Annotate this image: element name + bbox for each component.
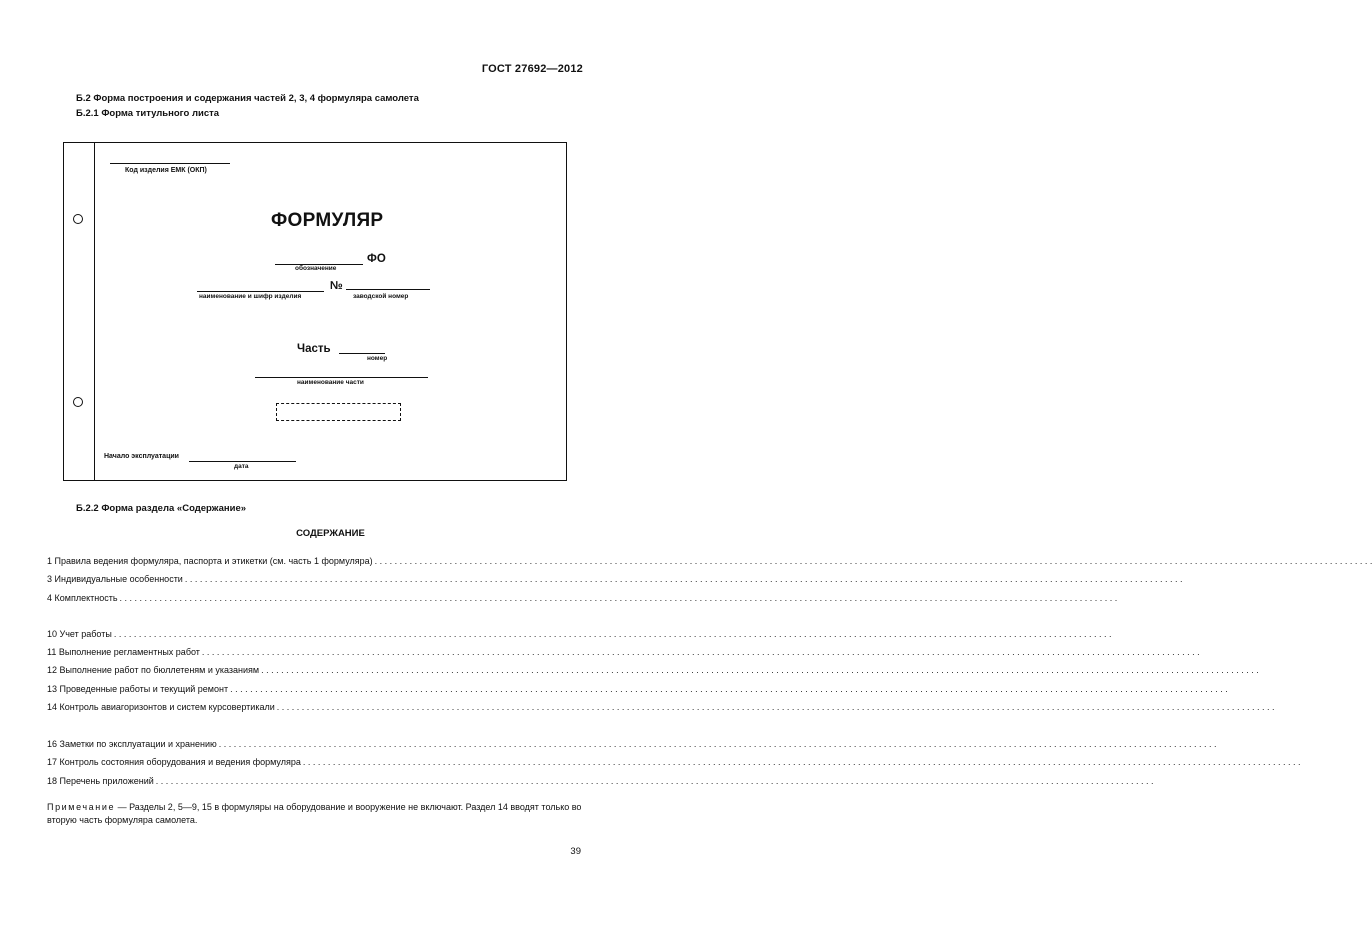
note: [47, 801, 587, 827]
toc-title: СОДЕРЖАНИЕ: [296, 528, 365, 539]
toc-entry: [47, 629, 1112, 639]
toc-leader: . . . . . . . . . . . . . . . . . . . . . . . . . . . . . . . . . . . . . . . . . . . . . . . . . . . . . . . . . . . . . . . . . . . . . . . . . . . . . . . . . . . . . . . . . . . . . . . . . . . . . . . . . . . . . . . . . . . . . . . . . . . . . . . . . . . . . . . . . . . . . . . . . . . . . . . . . . . . . . . . . . . . . . . . . . . . . . . . . . . . . . . . . . . . . . . . . . . . . . . .: [119, 593, 1118, 603]
toc-entry-label: 4 Комплектность: [47, 593, 118, 603]
binding-margin-line: [94, 142, 95, 481]
operation-label: Начало эксплуатации: [104, 453, 179, 460]
section-b21-title: Б.2.1 Форма титульного листа: [76, 108, 220, 119]
part-number-caption: номер: [367, 355, 388, 362]
toc-entry-label: 10 Учет работы: [47, 629, 112, 639]
code-line: [110, 163, 230, 164]
page-number: 39: [570, 846, 581, 857]
toc-leader: . . . . . . . . . . . . . . . . . . . . . . . . . . . . . . . . . . . . . . . . . . . . . . . . . . . . . . . . . . . . . . . . . . . . . . . . . . . . . . . . . . . . . . . . . . . . . . . . . . . . . . . . . . . . . . . . . . . . . . . . . . . . . . . . . . . . . . . . . . . . . . . . . . . . . . . . . . . . . . . . . . . . . . . . . . . . . . . . . . . . . . . . . . . . . . . . . . . . . . . .: [184, 574, 1183, 584]
toc-entry: [47, 776, 1154, 786]
operation-date-line: [189, 461, 296, 462]
toc-entry: [47, 556, 1372, 566]
toc-leader: . . . . . . . . . . . . . . . . . . . . . . . . . . . . . . . . . . . . . . . . . . . . . . . . . . . . . . . . . . . . . . . . . . . . . . . . . . . . . . . . . . . . . . . . . . . . . . . . . . . . . . . . . . . . . . . . . . . . . . . . . . . . . . . . . . . . . . . . . . . . . . . . . . . . . . . . . . . . . . . . . . . . . . . . . . . . . . . . . . . . . . . . . . . . . . . . . . . . . . . .: [276, 702, 1275, 712]
code-label: Код изделия ЕМК (ОКП): [125, 167, 207, 174]
toc-leader: . . . . . . . . . . . . . . . . . . . . . . . . . . . . . . . . . . . . . . . . . . . . . . . . . . . . . . . . . . . . . . . . . . . . . . . . . . . . . . . . . . . . . . . . . . . . . . . . . . . . . . . . . . . . . . . . . . . . . . . . . . . . . . . . . . . . . . . . . . . . . . . . . . . . . . . . . . . . . . . . . . . . . . . . . . . . . . . . . . . . . . . . . . . . . . . . . . . . . . . .: [201, 647, 1200, 657]
toc-entry: [47, 647, 1200, 657]
toc-leader: . . . . . . . . . . . . . . . . . . . . . . . . . . . . . . . . . . . . . . . . . . . . . . . . . . . . . . . . . . . . . . . . . . . . . . . . . . . . . . . . . . . . . . . . . . . . . . . . . . . . . . . . . . . . . . . . . . . . . . . . . . . . . . . . . . . . . . . . . . . . . . . . . . . . . . . . . . . . . . . . . . . . . . . . . . . . . . . . . . . . . . . . . . . . . . . . . . . . . . . .: [230, 684, 1228, 694]
toc-entry-label: 12 Выполнение работ по бюллетеням и указаниям: [47, 665, 260, 675]
toc-entry: [47, 593, 1118, 603]
toc-entry: [47, 739, 1217, 749]
binding-hole-bottom: [73, 397, 83, 407]
section-b2-title: Б.2 Форма построения и содержания частей 2, 3, 4 формуляра самолета: [76, 93, 419, 104]
toc-entry-label: 3 Индивидуальные особенности: [47, 574, 183, 584]
toc-entry: [47, 665, 1259, 675]
toc-leader: . . . . . . . . . . . . . . . . . . . . . . . . . . . . . . . . . . . . . . . . . . . . . . . . . . . . . . . . . . . . . . . . . . . . . . . . . . . . . . . . . . . . . . . . . . . . . . . . . . . . . . . . . . . . . . . . . . . . . . . . . . . . . . . . . . . . . . . . . . . . . . . . . . . . . . . . . . . . . . . . . . . . . . . . . . . . . . . . . . . . . . . . . . . . . . . . . . . . . . . .: [302, 757, 1301, 767]
note-text: — Разделы 2, 5—9, 15 в формуляры на оборудование и вооружение не включают. Раздел 14 вводят только во вторую часть формуляра самолета.: [47, 802, 582, 825]
serial-caption: заводской номер: [353, 293, 409, 300]
toc-entry-label: 13 Проведенные работы и текущий ремонт: [47, 684, 229, 694]
toc-entry-label: 18 Перечень приложений: [47, 776, 154, 786]
toc-entry-label: 16 Заметки по эксплуатации и хранению: [47, 739, 217, 749]
part-number-line: [339, 353, 385, 354]
number-sign: №: [330, 280, 343, 292]
stamp-box: [276, 403, 401, 421]
serial-line: [346, 289, 430, 290]
toc-leader: . . . . . . . . . . . . . . . . . . . . . . . . . . . . . . . . . . . . . . . . . . . . . . . . . . . . . . . . . . . . . . . . . . . . . . . . . . . . . . . . . . . . . . . . . . . . . . . . . . . . . . . . . . . . . . . . . . . . . . . . . . . . . . . . . . . . . . . . . . . . . . . . . . . . . . . . . . . . . . . . . . . . . . . . . . . . . . . . . . . . . . . . . . . . . . . . . . . . . . . .: [218, 739, 1217, 749]
toc-entry-label: 11 Выполнение регламентных работ: [47, 647, 200, 657]
part-label: Часть: [297, 343, 331, 355]
part-name-caption: наименование части: [297, 379, 364, 386]
standard-number: ГОСТ 27692—2012: [481, 63, 583, 75]
title-page-frame: [63, 142, 567, 481]
fo-label: ФО: [367, 253, 386, 265]
toc-entry: [47, 684, 1228, 694]
toc-entry-label: 14 Контроль авиагоризонтов и систем курсовертикали: [47, 702, 275, 712]
name-line: [197, 291, 324, 292]
toc-leader: . . . . . . . . . . . . . . . . . . . . . . . . . . . . . . . . . . . . . . . . . . . . . . . . . . . . . . . . . . . . . . . . . . . . . . . . . . . . . . . . . . . . . . . . . . . . . . . . . . . . . . . . . . . . . . . . . . . . . . . . . . . . . . . . . . . . . . . . . . . . . . . . . . . . . . . . . . . . . . . . . . . . . . . . . . . . . . . . . . . . . . . . . . . . . . . . . . . . . . . .: [113, 629, 1112, 639]
date-caption: дата: [234, 463, 249, 470]
toc-leader: . . . . . . . . . . . . . . . . . . . . . . . . . . . . . . . . . . . . . . . . . . . . . . . . . . . . . . . . . . . . . . . . . . . . . . . . . . . . . . . . . . . . . . . . . . . . . . . . . . . . . . . . . . . . . . . . . . . . . . . . . . . . . . . . . . . . . . . . . . . . . . . . . . . . . . . . . . . . . . . . . . . . . . . . . . . . . . . . . . . . . . . . . . . . . . . . . . . . . . . .: [155, 776, 1154, 786]
note-label: Примечание: [47, 802, 116, 812]
part-name-line: [255, 377, 428, 378]
toc-leader: . . . . . . . . . . . . . . . . . . . . . . . . . . . . . . . . . . . . . . . . . . . . . . . . . . . . . . . . . . . . . . . . . . . . . . . . . . . . . . . . . . . . . . . . . . . . . . . . . . . . . . . . . . . . . . . . . . . . . . . . . . . . . . . . . . . . . . . . . . . . . . . . . . . . . . . . . . . . . . . . . . . . . . . . . . . . . . . . . . . . . . . . . . . . . . . . . . . . . . . .: [261, 665, 1259, 675]
toc-entry: [47, 702, 1275, 712]
toc-entry: [47, 757, 1301, 767]
designation-caption: обозначение: [295, 265, 337, 272]
name-caption: наименование и шифр изделия: [199, 293, 302, 300]
toc-entry-label: 1 Правила ведения формуляра, паспорта и этикетки (см. часть 1 формуляра): [47, 556, 373, 566]
toc-leader: . . . . . . . . . . . . . . . . . . . . . . . . . . . . . . . . . . . . . . . . . . . . . . . . . . . . . . . . . . . . . . . . . . . . . . . . . . . . . . . . . . . . . . . . . . . . . . . . . . . . . . . . . . . . . . . . . . . . . . . . . . . . . . . . . . . . . . . . . . . . . . . . . . . . . . . . . . . . . . . . . . . . . . . . . . . . . . . . . . . . . . . . . . . . . . . . . . . . . . . .: [374, 556, 1372, 566]
form-title: ФОРМУЛЯР: [271, 210, 384, 231]
toc-entry-label: 17 Контроль состояния оборудования и ведения формуляра: [47, 757, 301, 767]
binding-hole-top: [73, 214, 83, 224]
section-b22-title: Б.2.2 Форма раздела «Содержание»: [76, 503, 247, 514]
toc-entry: [47, 574, 1183, 584]
